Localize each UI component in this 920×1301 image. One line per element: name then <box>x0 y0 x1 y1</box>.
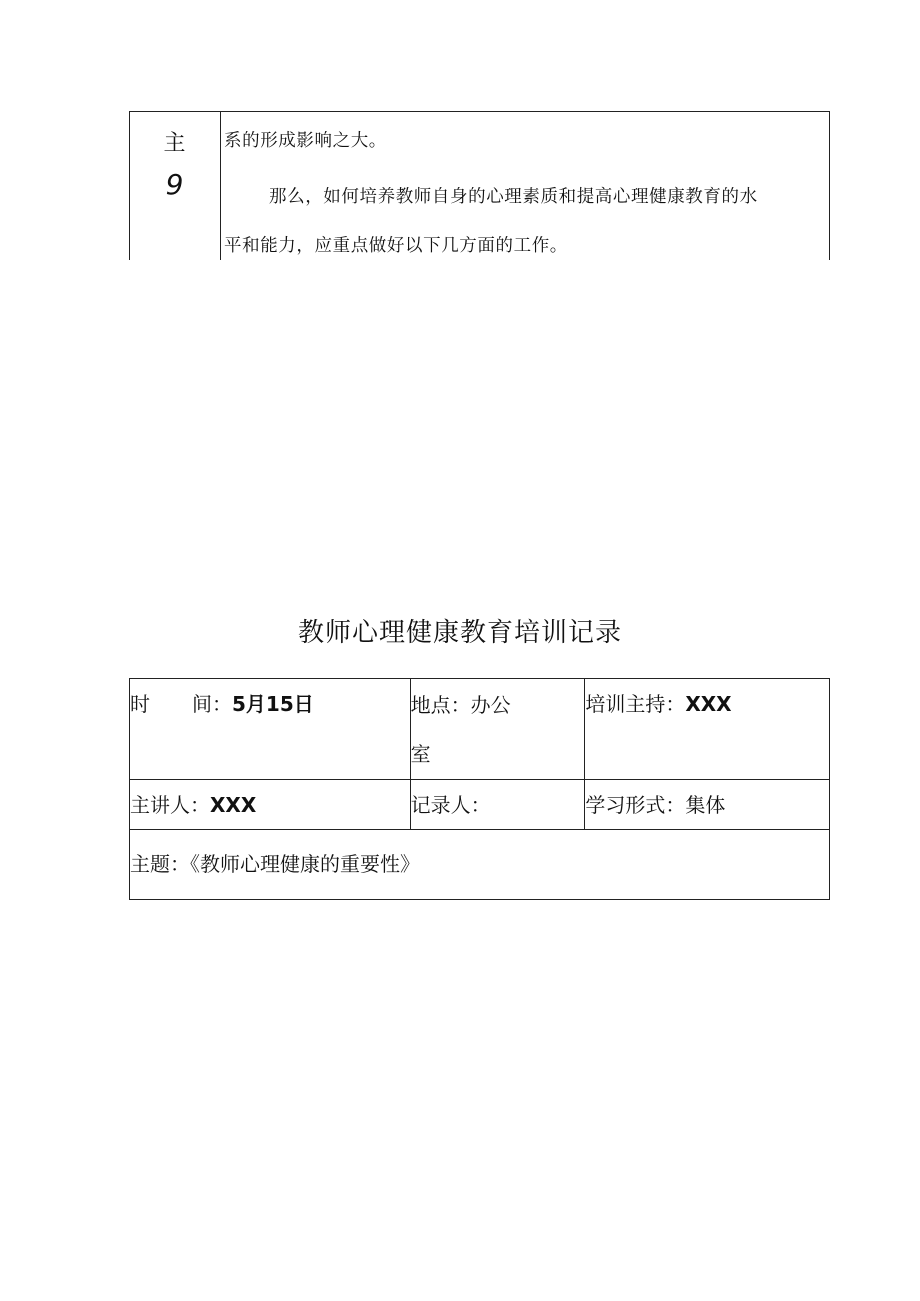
recorder-cell <box>410 780 585 830</box>
time-label-b: 间： <box>192 692 232 716</box>
time-label-a: 时 <box>130 692 150 716</box>
speaker-cell <box>130 780 411 830</box>
body-line-2: 那么，如何培养教师自身的心理素质和提高心理健康教育的水 <box>269 187 758 207</box>
side-char: 主 <box>163 131 186 156</box>
speaker-label: 主讲人： <box>130 793 210 817</box>
training-record-table <box>129 678 830 900</box>
location-value-b: 室 <box>410 742 431 766</box>
side-number: 9 <box>165 168 184 201</box>
time-value: 5月15日 <box>232 692 314 716</box>
topic-cell <box>130 830 830 900</box>
location-label: 地点： <box>410 693 471 717</box>
record-title: 教师心理健康教育培训记录 <box>297 618 622 648</box>
speaker-value: XXX <box>210 793 257 817</box>
topic-value: 《教师心理健康的重要性》 <box>190 852 420 876</box>
location-cell <box>410 679 585 780</box>
format-cell <box>585 780 830 830</box>
table-row <box>130 780 830 830</box>
location-value-a: 办公 <box>470 693 511 717</box>
body-line-3: 平和能力，应重点做好以下几方面的工作。 <box>224 236 568 256</box>
time-cell <box>130 679 411 780</box>
host-value: XXX <box>685 692 732 716</box>
table-row <box>130 679 830 780</box>
recorder-label: 记录人： <box>410 793 491 817</box>
topic-label: 主题： <box>130 852 190 876</box>
format-label: 学习形式： <box>585 793 686 817</box>
table-border-middle <box>220 112 221 260</box>
host-label: 培训主持： <box>585 692 686 716</box>
format-value: 集体 <box>685 793 726 817</box>
table-border-right <box>829 112 830 260</box>
table-row <box>130 830 830 900</box>
host-cell <box>585 679 830 780</box>
body-line-1: 系的形成影响之大。 <box>224 131 387 151</box>
continuation-table <box>129 111 830 260</box>
